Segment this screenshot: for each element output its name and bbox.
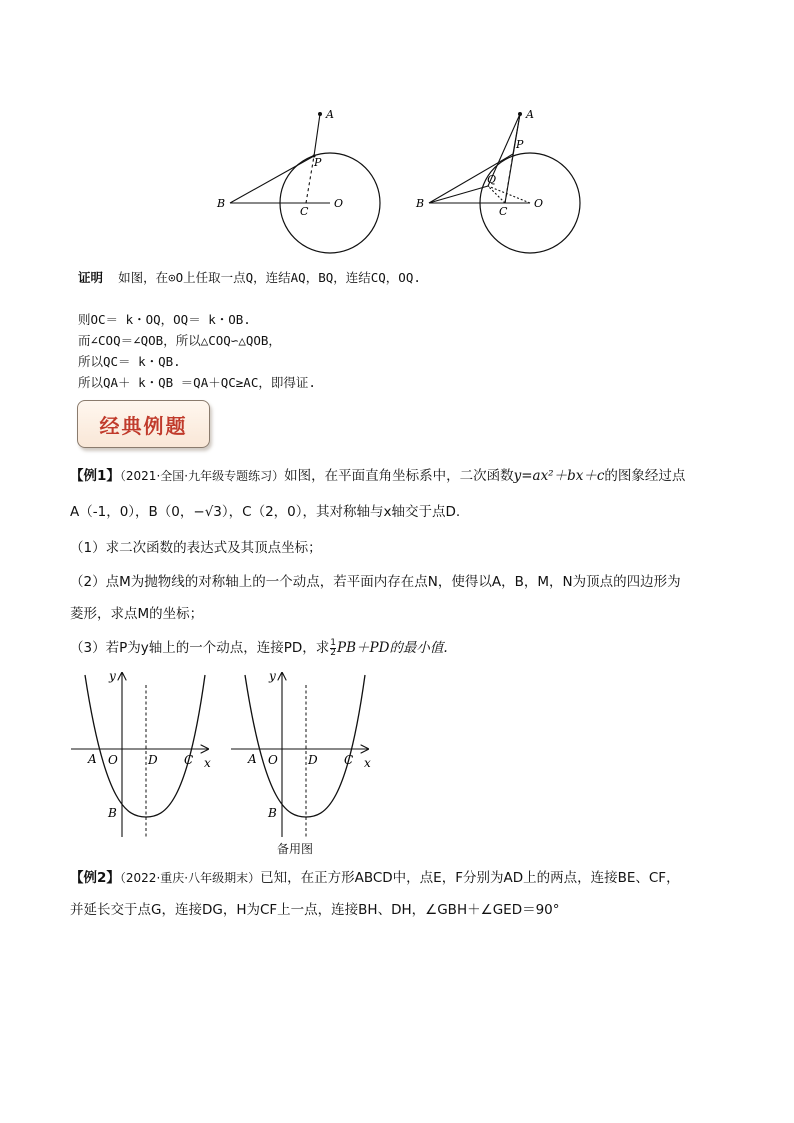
segment-BP-right xyxy=(429,154,513,203)
proof-line-1 xyxy=(78,268,421,286)
example1-prefix: 【例1】 xyxy=(70,468,120,484)
example1-q3 xyxy=(70,636,448,658)
segment-OQ-right xyxy=(488,186,530,203)
label-C-right: C xyxy=(499,205,508,218)
example1-formula: y=ax²＋bx＋c xyxy=(513,468,605,484)
label-O-1: O xyxy=(108,753,118,767)
fraction-numerator: 1 xyxy=(330,637,336,648)
example2-source: （2022·重庆·八年级期末） xyxy=(119,871,261,885)
point-A-left xyxy=(318,112,322,116)
label-O-right: O xyxy=(534,197,544,210)
parabola-2 xyxy=(245,675,365,817)
example1-q3-a: （3）若P为y轴上的一个动点，连接PD，求 xyxy=(70,640,330,656)
graph-caption: 备用图 xyxy=(277,842,314,856)
label-y-2: y xyxy=(269,669,276,683)
label-C-2: C xyxy=(344,753,354,767)
label-P-right: P xyxy=(516,138,524,151)
label-B-2: B xyxy=(268,806,277,820)
example1-q3-fraction xyxy=(330,639,336,658)
figure-left xyxy=(216,108,380,253)
proof-line-3: 而∠COQ＝∠QOB，所以△COQ∽△QOB， xyxy=(78,333,281,348)
proof-text-1: 如图，在⊙O上任取一点Q，连结AQ，BQ，连结CQ，OQ. xyxy=(118,270,421,285)
label-A-right: A xyxy=(526,108,534,121)
example1-line-1 xyxy=(70,464,685,484)
proof-line-2: 则OC＝ k・OQ，OQ＝ k・OB. xyxy=(78,312,251,327)
example1-q3-b: PB＋PD的最小值. xyxy=(337,640,448,656)
parabola-graphs xyxy=(65,665,385,840)
label-D-2: D xyxy=(308,753,318,767)
section-title: 经典例题 xyxy=(77,400,210,448)
example2-line-2: 并延长交于点G，连接DG，H为CF上一点，连接BH、DH，∠GBH＋∠GED＝90° xyxy=(70,902,560,918)
label-A-2: A xyxy=(248,752,257,766)
segment-BP-left xyxy=(230,156,314,203)
label-C-left: C xyxy=(300,205,309,218)
graph-1 xyxy=(71,669,211,837)
example1-q2-a: （2）点M为抛物线的对称轴上的一个动点，若平面内存在点N，使得以A，B，M，N为顶点的四边形为 xyxy=(70,574,681,590)
figure-right xyxy=(415,108,580,253)
example2-line-1 xyxy=(70,866,680,886)
label-D-1: D xyxy=(148,753,158,767)
label-B-right: B xyxy=(416,197,425,210)
proof-label: 证明 xyxy=(78,270,104,285)
top-figures xyxy=(200,100,600,260)
label-Q-right: Q xyxy=(487,173,497,186)
label-A-left: A xyxy=(326,108,334,121)
segment-AP-left xyxy=(314,114,320,156)
segment-CP-left xyxy=(306,156,314,203)
label-B-1: B xyxy=(108,806,117,820)
label-O-2: O xyxy=(268,753,278,767)
example2-prefix: 【例2】 xyxy=(70,870,120,886)
label-B-left: B xyxy=(217,197,226,210)
label-x-2: x xyxy=(364,756,371,770)
label-O-left: O xyxy=(334,197,344,210)
fraction-denominator: 2 xyxy=(330,647,336,658)
example1-q1: （1）求二次函数的表达式及其顶点坐标； xyxy=(70,540,322,556)
point-A-right xyxy=(518,112,522,116)
example1-q2-b: 菱形，求点M的坐标； xyxy=(70,606,204,622)
example2-text-1: 已知，在正方形ABCD中，点E，F分别为AD上的两点，连接BE、CF， xyxy=(260,870,680,886)
parabola-1 xyxy=(85,675,205,817)
proof-line-5: 所以QA＋ k・QB ＝QA＋QC≥AC，即得证. xyxy=(78,375,316,390)
example1-source: （2021·全国·九年级专题练习） xyxy=(119,469,285,483)
example1-points-line: A（-1，0），B（0，−√3），C（2，0），其对称轴与x轴交于点D. xyxy=(70,504,461,520)
proof-line-4: 所以QC＝ k・QB. xyxy=(78,354,181,369)
segment-CQ-right xyxy=(488,186,505,203)
label-A-1: A xyxy=(88,752,97,766)
example1-text-b: 的图象经过点 xyxy=(604,468,686,484)
example1-text-a: 如图，在平面直角坐标系中，二次函数 xyxy=(284,468,514,484)
label-P-left: P xyxy=(314,156,322,169)
segment-BQ-right xyxy=(429,186,488,203)
label-C-1: C xyxy=(184,753,194,767)
label-y-1: y xyxy=(109,669,116,683)
label-x-1: x xyxy=(204,756,211,770)
graph-2 xyxy=(231,669,371,837)
